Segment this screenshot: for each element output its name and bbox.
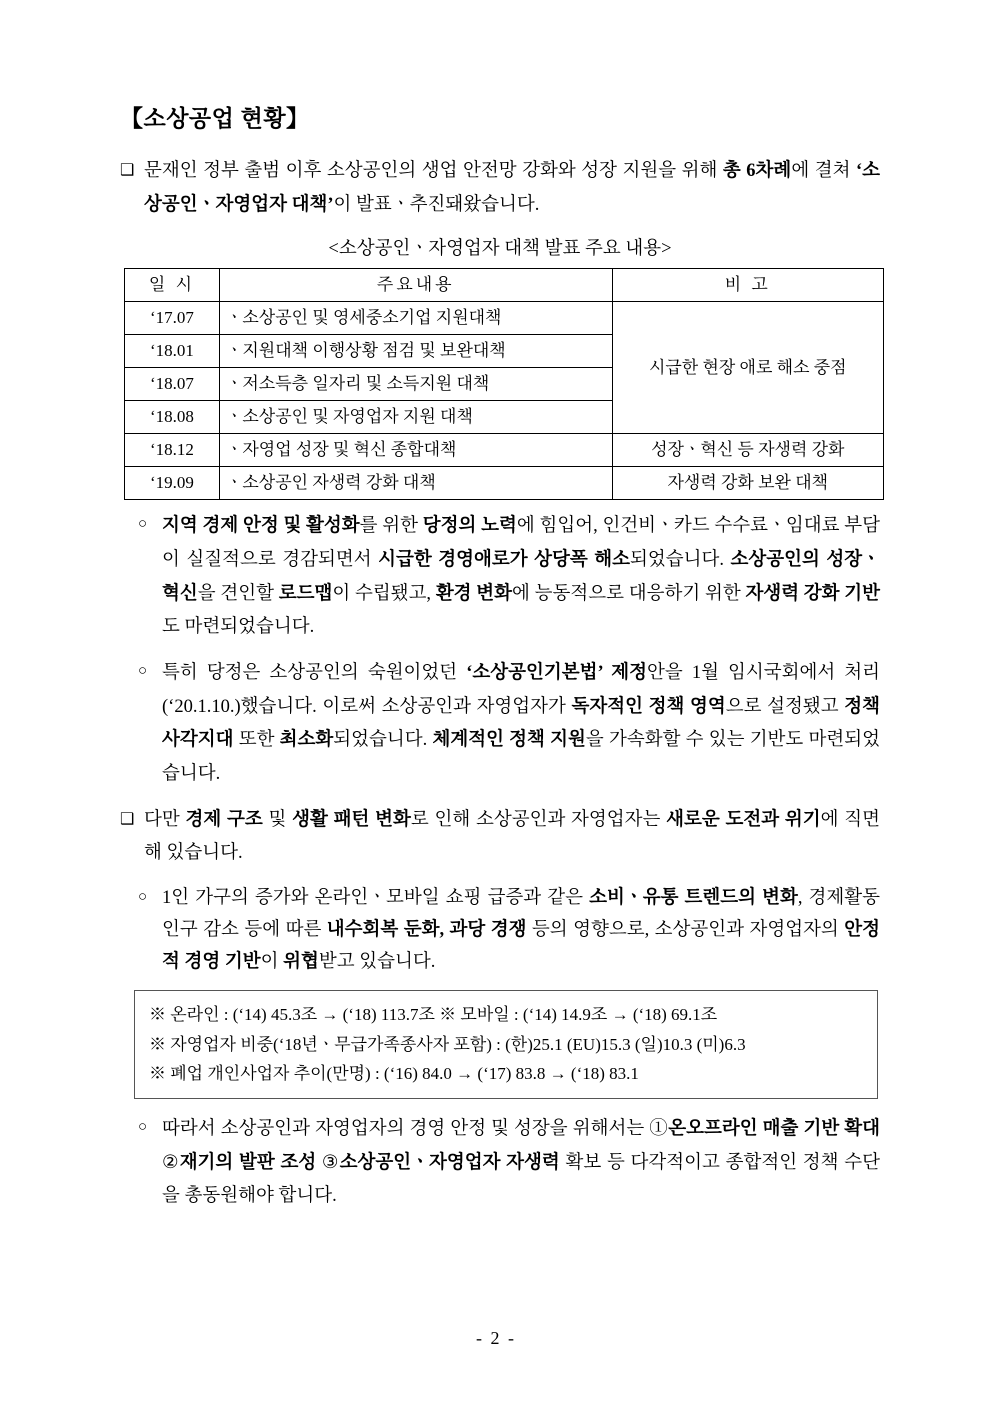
paragraph-block-6 [138, 1113, 880, 1214]
paragraph-3-text: 특히 당정은 소상공인의 숙원이었던 ‘소상공인기본법’ 제정안을 1월 임시국회에서 처리(‘20.1.10.)했습니다. 이로써 소상공인과 자영업자가 독자적인 정책 영역으로 설정됐고 정책 사각지대 또한 최소화되었습니다. 체계적인 정책 지원을 가속화할 수 있는 기반도 마련되었습니다. [162, 662, 880, 784]
table-cell-content: ㆍ지원대책 이행상황 점검 및 보완대책 [219, 335, 612, 368]
table-cell-note: 자생력 강화 보완 대책 [612, 467, 883, 500]
table-row [125, 467, 884, 500]
page-title: 【소상공업 현황】 [120, 106, 310, 131]
table-cell-date: ‘19.09 [125, 467, 220, 500]
footnote-line-3: ※ 폐업 개인사업자 추이(만명) : (‘16) 84.0 → (‘17) 83.8 → (‘18) 83.1 [149, 1063, 639, 1083]
table-row [125, 302, 884, 335]
table-header-row [125, 269, 884, 302]
bullet-circle-icon: ○ [138, 662, 148, 679]
paragraph-4-text: 다만 경제 구조 및 생활 패턴 변화로 인해 소상공인과 자영업자는 새로운 도전과 위기에 직면해 있습니다. [144, 809, 881, 864]
paragraph-5 [138, 883, 880, 978]
paragraph-block-3 [138, 657, 880, 792]
paragraph-block-2 [138, 510, 880, 645]
bullet-square-icon: ❑ [120, 162, 135, 179]
paragraph-block-1 [120, 155, 880, 222]
table-cell-date: ‘18.12 [125, 434, 220, 467]
paragraph-block-4 [120, 804, 880, 871]
table-cell-date: ‘17.07 [125, 302, 220, 335]
table-header-note: 비 고 [612, 269, 883, 302]
paragraph-1 [120, 155, 880, 222]
table-caption: <소상공인ㆍ자영업자 대책 발표 주요 내용> [328, 239, 672, 260]
policy-table [124, 268, 884, 500]
table-cell-date: ‘18.07 [125, 368, 220, 401]
table-cell-content: ㆍ소상공인 및 영세중소기업 지원대책 [219, 302, 612, 335]
footnote-box [134, 990, 878, 1099]
bullet-circle-icon: ○ [138, 888, 148, 905]
paragraph-2-text: 지역 경제 안정 및 활성화를 위한 당정의 노력에 힘입어, 인건비ㆍ카드 수수료ㆍ임대료 부담이 실질적으로 경감되면서 시급한 경영애로가 상당폭 해소되었습니다. 소상공인의 성장ㆍ혁신을 견인할 로드맵이 수립됐고, 환경 변화에 능동적으로 대응하기 위한 자생력 강화 기반도 마련되었습니다. [162, 516, 881, 638]
table-header-date: 일 시 [125, 269, 220, 302]
footnote-line-1: ※ 온라인 : (‘14) 45.3조 → (‘18) 113.7조 ※ 모바일 : (‘14) 14.9조 → (‘18) 69.1조 [149, 1005, 718, 1025]
bullet-circle-icon: ○ [138, 516, 148, 533]
footnote-line-2: ※ 자영업자 비중(‘18년ㆍ무급가족종사자 포함) : (한)25.1 (EU)15.3 (일)10.3 (미)6.3 [149, 1034, 746, 1054]
table-cell-content: ㆍ자영업 성장 및 혁신 종합대책 [219, 434, 612, 467]
table-cell-note-merged: 시급한 현장 애로 해소 중점 [612, 302, 883, 434]
paragraph-1-text: 문재인 정부 출범 이후 소상공인의 생업 안전망 강화와 성장 지원을 위해 총 6차례에 결쳐 ‘소상공인ㆍ자영업자 대책’이 발표ㆍ추진돼왔습니다. [144, 161, 880, 215]
table-cell-date: ‘18.01 [125, 335, 220, 368]
paragraph-5-text: 1인 가구의 증가와 온라인ㆍ모바일 쇼핑 급증과 같은 소비ㆍ유통 트렌드의 변화, 경제활동 인구 감소 등에 따른 내수회복 둔화, 과당 경쟁 등의 영향으로, 소상공인과 자영업자의 안정적 경영 기반이 위협받고 있습니다. [162, 887, 881, 972]
policy-table-body [125, 269, 884, 500]
table-cell-note: 성장ㆍ혁신 등 자생력 강화 [612, 434, 883, 467]
paragraph-6-text: 따라서 소상공인과 자영업자의 경영 안정 및 성장을 위해서는 ①온오프라인 매출 기반 확대 ②재기의 발판 조성 ③소상공인ㆍ자영업자 자생력 확보 등 다각적이고 종합적인 정책 수단을 총동원해야 합니다. [162, 1119, 881, 1207]
table-cell-date: ‘18.08 [125, 401, 220, 434]
paragraph-3 [138, 657, 880, 792]
table-cell-content: ㆍ소상공인 및 자영업자 지원 대책 [219, 401, 612, 434]
table-cell-content: ㆍ소상공인 자생력 강화 대책 [219, 467, 612, 500]
paragraph-4 [120, 804, 880, 871]
page-number: - 2 - [476, 1328, 516, 1348]
table-header-content: 주요내용 [219, 269, 612, 302]
bullet-circle-icon: ○ [138, 1119, 148, 1136]
table-cell-content: ㆍ저소득층 일자리 및 소득지원 대책 [219, 368, 612, 401]
paragraph-6 [138, 1113, 880, 1214]
paragraph-block-5 [138, 883, 880, 978]
bullet-square-icon: ❑ [120, 810, 135, 828]
table-row [125, 434, 884, 467]
paragraph-2 [138, 510, 880, 645]
